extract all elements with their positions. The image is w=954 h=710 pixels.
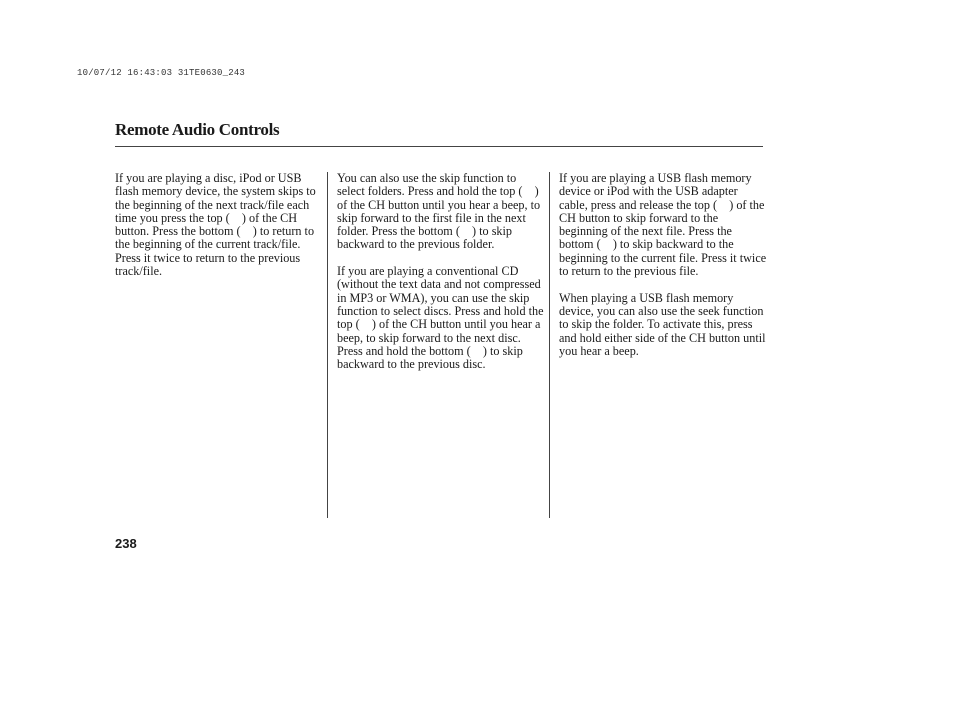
paragraph: When playing a USB flash memory device, you can also use the seek function to skip the folder. To activate this, press and hold either side of the CH button until you hear a beep. [559,290,766,358]
text-column-1 [115,172,323,292]
column-divider-2 [549,172,550,518]
paragraph: If you are playing a conventional CD (without the text data and not compressed in MP3 or WMA), you can use the skip function to select discs. Press and hold the top ( ) of the CH button until you hear a beep, to skip forward to the next disc. Press and hold the bottom ( ) to skip backward to the previous disc. [337,264,544,372]
paragraph: If you are playing a USB flash memory device or iPod with the USB adapter cable, press and release the top ( ) of the CH button to skip forward to the beginning of the next file. Press the bottom ( ) to skip backward to the beginning to the current file. Press it twice to return to the previous file. [559,171,767,279]
paragraph: If you are playing a disc, iPod or USB flash memory device, the system skips to the beginning of the next track/file each time you press the top ( ) of the CH button. Press the bottom ( ) to return to the beginning of the current track/file. Press it twice to return to the previous track/file. [115,171,316,279]
column-divider-1 [327,172,328,518]
page-number: 238 [115,536,137,551]
paragraph: You can also use the skip function to select folders. Press and hold the top ( ) of the CH button until you hear a beep, to skip forward to the first file in the next folder. Press the bottom ( ) to skip backward to the previous folder. [337,171,541,252]
text-column-3 [559,172,767,371]
print-timestamp: 10/07/12 16:43:03 31TE0630_243 [77,68,246,78]
title-divider [115,146,763,147]
page-title: Remote Audio Controls [115,120,280,139]
text-column-2 [337,172,545,385]
